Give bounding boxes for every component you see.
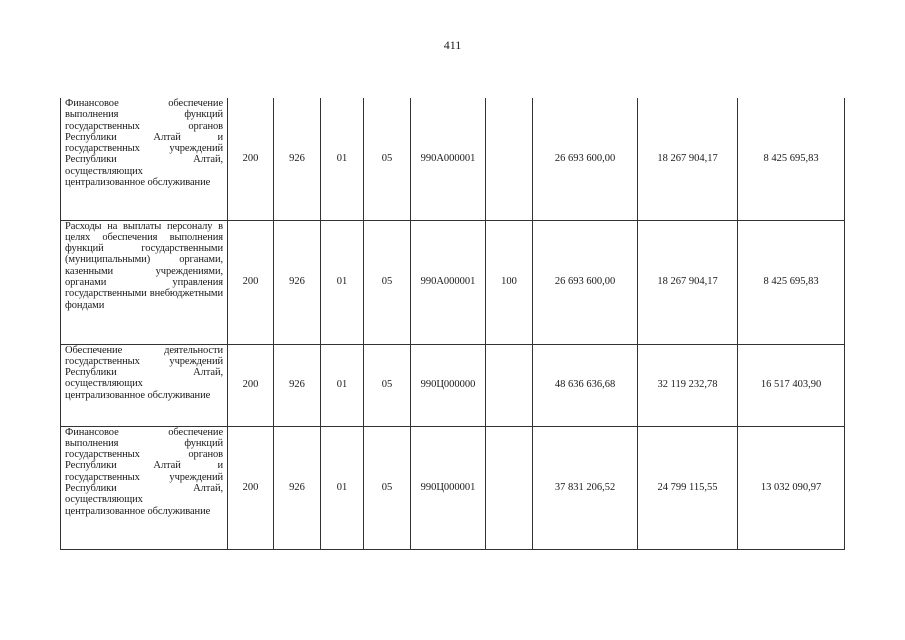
subsection-code-cell: 05 <box>364 98 411 220</box>
section-code-cell: 01 <box>321 344 364 426</box>
subsection-code-cell: 05 <box>364 426 411 549</box>
executed-amount-cell: 24 799 115,55 <box>638 426 738 549</box>
plan-amount-cell: 26 693 600,00 <box>533 220 638 344</box>
subsection-code-cell: 05 <box>364 344 411 426</box>
ministry-code-cell: 926 <box>274 98 321 220</box>
plan-amount-cell: 26 693 600,00 <box>533 98 638 220</box>
ministry-code-cell: 926 <box>274 220 321 344</box>
ministry-code-cell: 926 <box>274 426 321 549</box>
target-code-cell: 990Ц000001 <box>411 426 486 549</box>
description-cell: Обеспечение деятельности государственных учреждений Республики Алтай, осуществляющих централизованное обслуживание <box>61 344 228 426</box>
table-row <box>61 98 845 220</box>
remainder-amount-cell: 16 517 403,90 <box>738 344 845 426</box>
table-row <box>61 344 845 426</box>
subsection-code-cell: 05 <box>364 220 411 344</box>
expense-type-cell: 100 <box>486 220 533 344</box>
description-cell: Финансовое обеспечение выполнения функций государственных органов Республики Алтай и государственных учреждений Республики Алтай, осуществляющих централизованное обслуживание <box>61 426 228 549</box>
section-code-cell: 01 <box>321 220 364 344</box>
page-number: 411 <box>443 38 462 52</box>
admin-code-cell: 200 <box>228 98 274 220</box>
ministry-code-cell: 926 <box>274 344 321 426</box>
target-code-cell: 990Ц000000 <box>411 344 486 426</box>
description-cell: Расходы на выплаты персоналу в целях обеспечения выполнения функций государственными (муниципальными) органами, казенными учреждениями, органами управления государственными внебюджетными фондами <box>61 220 228 344</box>
expense-type-cell <box>486 344 533 426</box>
executed-amount-cell: 32 119 232,78 <box>638 344 738 426</box>
admin-code-cell: 200 <box>228 426 274 549</box>
section-code-cell: 01 <box>321 426 364 549</box>
executed-amount-cell: 18 267 904,17 <box>638 220 738 344</box>
description-cell: Финансовое обеспечение выполнения функций государственных органов Республики Алтай и государственных учреждений Республики Алтай, осуществляющих централизованное обслуживание <box>61 98 228 220</box>
table-row <box>61 426 845 549</box>
remainder-amount-cell: 13 032 090,97 <box>738 426 845 549</box>
plan-amount-cell: 48 636 636,68 <box>533 344 638 426</box>
table-row <box>61 220 845 344</box>
expense-type-cell <box>486 98 533 220</box>
admin-code-cell: 200 <box>228 220 274 344</box>
remainder-amount-cell: 8 425 695,83 <box>738 220 845 344</box>
plan-amount-cell: 37 831 206,52 <box>533 426 638 549</box>
section-code-cell: 01 <box>321 98 364 220</box>
budget-table <box>60 98 845 550</box>
remainder-amount-cell: 8 425 695,83 <box>738 98 845 220</box>
expense-type-cell <box>486 426 533 549</box>
admin-code-cell: 200 <box>228 344 274 426</box>
executed-amount-cell: 18 267 904,17 <box>638 98 738 220</box>
target-code-cell: 990А000001 <box>411 98 486 220</box>
target-code-cell: 990А000001 <box>411 220 486 344</box>
